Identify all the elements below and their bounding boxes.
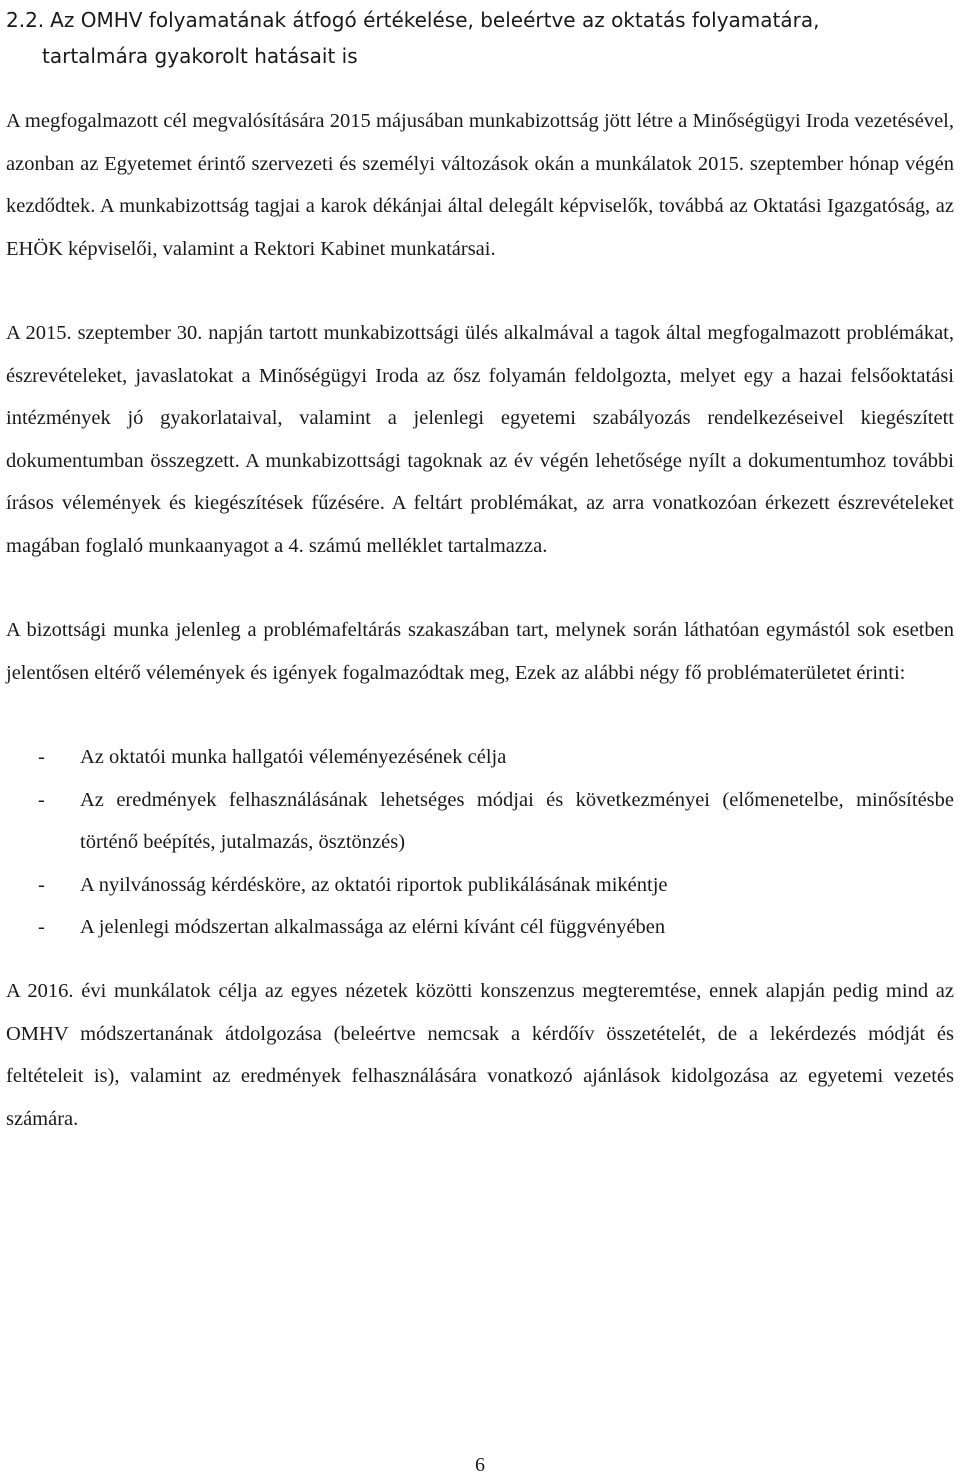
- problem-areas-list: [6, 736, 954, 949]
- paragraph-3: A bizottsági munka jelenleg a problémafeltárás szakaszában tart, melynek során láthatóan egymástól sok esetben jelentősen eltérő vélemények és igények fogalmazódtak meg, Ezek az alábbi négy fő problématerületet érinti:: [6, 619, 954, 684]
- closing-paragraph: A 2016. évi munkálatok célja az egyes nézetek közötti konszenzus megteremtése, ennek alapján pedig mind az OMHV módszertanának átdolgozása (beleértve nemcsak a kérdőív összetételét, de a lekérdezés módját és feltételeit is), valamint az eredmények felhasználására vonatkozó ajánlások kidolgozása az egyetemi vezetés számára.: [6, 980, 954, 1130]
- list-dash: -: [38, 746, 45, 768]
- section-title-line-2: tartalmára gyakorolt hatásait is: [42, 44, 358, 68]
- list-dash: -: [38, 916, 45, 938]
- list-dash: -: [38, 788, 45, 811]
- list-item-text: A nyilvánosság kérdésköre, az oktatói riportok publikálásának mikéntje: [80, 873, 668, 896]
- list-dash: -: [38, 873, 45, 896]
- list-item: [6, 864, 954, 907]
- list-item-text: Az oktatói munka hallgatói véleményezésének célja: [80, 746, 507, 768]
- list-item-text: Az eredmények felhasználásának lehetséges módjai és következményei (előmenetelbe, minősítésbe történő beépítés, jutalmazás, ösztönzés): [80, 788, 954, 853]
- list-item: [6, 736, 954, 779]
- paragraph-2: A 2015. szeptember 30. napján tartott munkabizottsági ülés alkalmával a tagok által megfogalmazott problémákat, észrevételeket, javaslatokat a Minőségügyi Iroda az ősz folyamán feldolgozta, melyet egy a hazai felsőoktatási intézmények jó gyakorlataival, valamint a jelenlegi egyetemi szabályozás rendelkezéseivel kiegészített dokumentumban összegzett. A munkabizottsági tagoknak az év végén lehetősége nyílt a dokumentumhoz további írásos vélemények és kiegészítések fűzésére. A feltárt problémákat, az arra vonatkozóan érkezett észrevételeket magában foglaló munkaanyagot a 4. számú melléklet tartalmazza.: [6, 322, 954, 557]
- list-item: [6, 779, 954, 864]
- list-item: [6, 906, 954, 949]
- page-number: 6: [475, 1454, 485, 1476]
- section-heading: [6, 2, 946, 74]
- section-title-line-1: Az OMHV folyamatának átfogó értékelése, beleértve az oktatás folyamatára,: [50, 8, 820, 32]
- list-item-text: A jelenlegi módszertan alkalmassága az elérni kívánt cél függvényében: [80, 916, 666, 938]
- section-number: 2.2.: [6, 8, 45, 32]
- paragraph-1: A megfogalmazott cél megvalósítására 2015 májusában munkabizottság jött létre a Minőségügyi Iroda vezetésével, azonban az Egyetemet érintő szervezeti és személyi változások okán a munkálatok 2015. szeptember hónap végén kezdődtek. A munkabizottság tagjai a karok dékánjai által delegált képviselők, továbbá az Oktatási Igazgatóság, az EHÖK képviselői, valamint a Rektori Kabinet munkatársai.: [6, 110, 954, 260]
